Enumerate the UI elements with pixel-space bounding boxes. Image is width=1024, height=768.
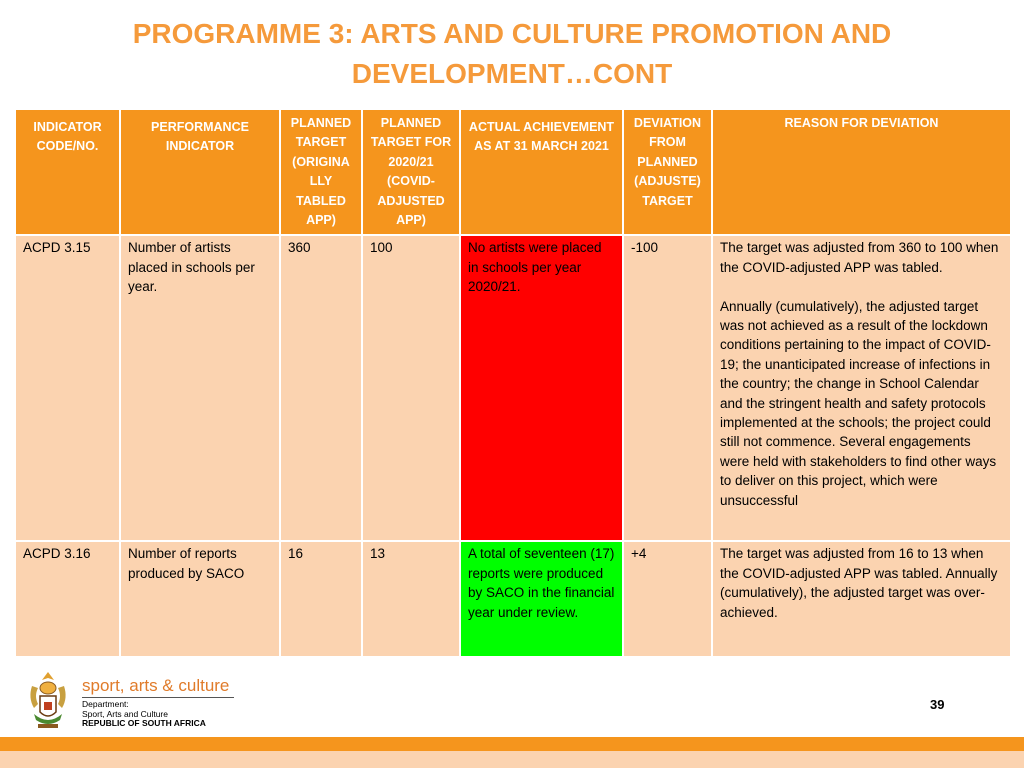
- cell-deviation: -100: [623, 235, 712, 541]
- brand-divider: [82, 697, 234, 698]
- cell-code: ACPD 3.15: [15, 235, 120, 541]
- cell-indicator: Number of artists placed in schools per year.: [120, 235, 280, 541]
- brand-name: sport, arts & culture: [82, 676, 230, 695]
- header-deviation: DEVIATION FROM PLANNED (ADJUSTE) TARGET: [623, 109, 712, 235]
- coat-of-arms-icon: [24, 668, 72, 732]
- department-block: [82, 700, 206, 729]
- cell-reason: [712, 235, 1011, 541]
- cell-actual-achieved: A total of seventeen (17) reports were produced by SACO in the financial year under review.: [460, 541, 623, 657]
- performance-table: [14, 108, 1012, 658]
- table-row: [15, 541, 1011, 657]
- footer-bar-peach: [0, 751, 1024, 768]
- table-row: [15, 235, 1011, 541]
- header-performance-indicator: PERFORMANCE INDICATOR: [120, 109, 280, 235]
- reason-paragraph: The target was adjusted from 360 to 100 when the COVID-adjusted APP was tabled.: [720, 240, 999, 275]
- cell-indicator: Number of reports produced by SACO: [120, 541, 280, 657]
- cell-planned-adjusted: 13: [362, 541, 460, 657]
- header-actual-achievement: ACTUAL ACHIEVEMENT AS AT 31 MARCH 2021: [460, 109, 623, 235]
- cell-planned-original: 16: [280, 541, 362, 657]
- cell-code: ACPD 3.16: [15, 541, 120, 657]
- page-title-line-1: PROGRAMME 3: ARTS AND CULTURE PROMOTION AND: [132, 18, 892, 49]
- footer-bar-orange: [0, 737, 1024, 751]
- reason-paragraph: Annually (cumulatively), the adjusted target was not achieved as a result of the lockdown conditions pertaining to the impact of COVID-19; the unanticipated increase of infections in the country; the change in School Calendar and the stringent health and safety protocols implemented at the schools; the project could still not commence. Several engagements were held with stakeholders to find other ways to deliver on this project, which were unsuccessful: [720, 298, 997, 508]
- cell-deviation: +4: [623, 541, 712, 657]
- cell-planned-original: 360: [280, 235, 362, 541]
- page-number: 39: [930, 697, 945, 712]
- page-title-line-2: DEVELOPMENT…CONT: [351, 58, 673, 89]
- header-planned-adjusted: PLANNED TARGET FOR 2020/21 (COVID-ADJUSTED APP): [362, 109, 460, 235]
- country-name: REPUBLIC OF SOUTH AFRICA: [82, 718, 206, 728]
- table-header-row: [15, 109, 1011, 235]
- header-indicator-code: INDICATOR CODE/NO.: [15, 109, 120, 235]
- header-reason: REASON FOR DEVIATION: [712, 109, 1011, 235]
- department-label: Department:: [82, 699, 129, 709]
- header-planned-original: PLANNED TARGET (ORIGINA LLY TABLED APP): [280, 109, 362, 235]
- cell-actual-not-achieved: No artists were placed in schools per year 2020/21.: [460, 235, 623, 541]
- department-name: Sport, Arts and Culture: [82, 708, 168, 719]
- reason-paragraph: The target was adjusted from 16 to 13 when the COVID-adjusted APP was tabled. Annually (cumulatively), the adjusted target was over-achieved.: [720, 546, 998, 620]
- page-title: [0, 14, 1024, 94]
- cell-planned-adjusted: 100: [362, 235, 460, 541]
- cell-reason: [712, 541, 1011, 657]
